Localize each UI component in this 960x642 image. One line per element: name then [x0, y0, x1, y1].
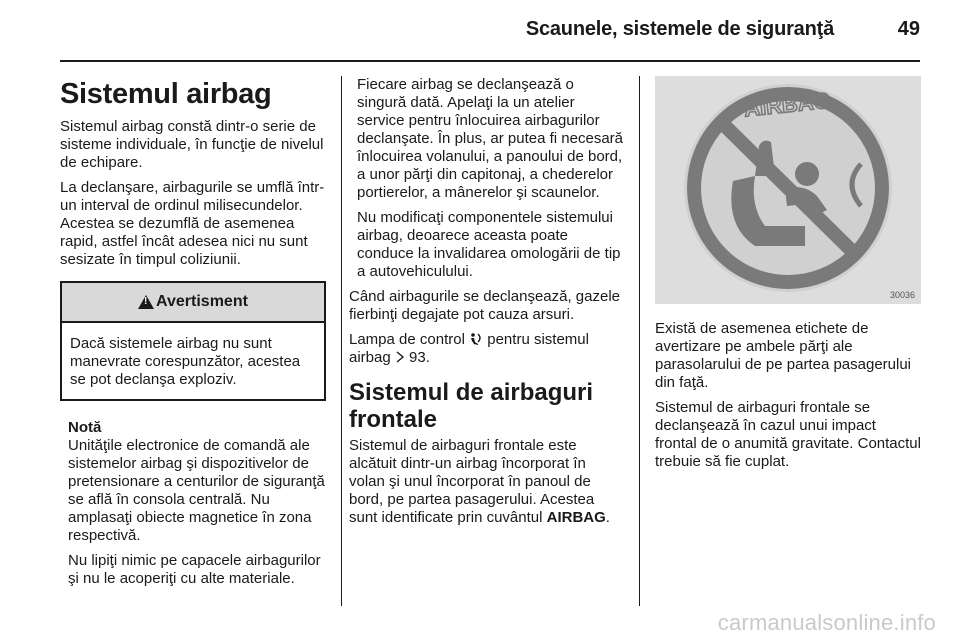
paragraph: Nu modificaţi componentele sistemului airbag, deoarece aceasta poate conduce la invalidarea omologării de tip a autovehiculului.	[357, 209, 621, 280]
airbag-warning-figure	[655, 76, 921, 304]
paragraph: Nu lipiţi nimic pe capacele airbagurilor şi nu le acoperiţi cu alte materiale.	[68, 552, 321, 587]
page-reference[interactable]: 93.	[409, 349, 430, 366]
column-divider-2	[639, 76, 640, 606]
paragraph	[349, 331, 625, 367]
text: Lampa de control	[349, 331, 465, 348]
paragraph: Sistemul de airbaguri frontale se declanşează în cazul unui impact frontal de o anumită gravitate. Contactul trebuie să fie cuplat.	[655, 399, 921, 470]
airbag-lamp-icon	[469, 332, 483, 346]
column-2	[349, 76, 625, 534]
warning-triangle-icon	[138, 295, 154, 309]
paragraph: Există de asemenea etichete de avertizare pe ambele părţi ale parasolarului de pe partea pasagerului din faţă.	[655, 320, 912, 391]
page-header	[60, 18, 920, 46]
paragraph: Unităţile electronice de comandă ale sistemelor airbag şi dispozitivelor de pretensionare a centurilor de siguranţă se află în consola centrală. Nu amplasaţi obiecte magnetice în zona respectivă.	[68, 437, 325, 544]
paragraph: La declanşare, airbagurile se umflă într-un interval de ordinul milisecundelor. Acestea se dezumflă de asemenea rapid, astfel încât adesea nici nu sunt sesizate în timpul coliziunii.	[60, 179, 325, 268]
page-number: 49	[897, 18, 920, 40]
no-child-seat-sign-icon	[655, 76, 921, 304]
header-title: Scaunele, sistemele de siguranţă	[525, 18, 834, 40]
paragraph	[349, 437, 625, 527]
paragraph: Fiecare airbag se declanşează o singură dată. Apelaţi la un atelier service pentru înlocuirea airbagurilor declanşate. În plus, ar putea fi necesară înlocuirea volanului, a panoului de bord, a unor părţi din capitonaj, a chederelor portierelor, a mânerelor şi scaunelor.	[357, 76, 624, 201]
text: .	[605, 509, 610, 526]
page-ref-arrow-icon	[395, 351, 405, 363]
warning-box	[60, 281, 326, 401]
column-1	[60, 76, 326, 595]
section-title: Sistemul de airbaguri frontale	[349, 379, 594, 433]
note-block	[68, 419, 326, 588]
figure-label: AIRBAG	[742, 87, 832, 122]
note-title: Notă	[68, 419, 102, 436]
header-rule	[60, 60, 920, 62]
figure-number: 30036	[889, 290, 915, 300]
text: Sistemul de airbaguri frontale este alcătuit dintr-un airbag încorporat în volan şi unul încorporat în panoul de bord, pe partea pasagerului. Acestea sunt identificate prin cuvântul	[349, 437, 595, 526]
paragraph: Când airbagurile se declanşează, gazele fierbinţi degajate pot cauza arsuri.	[349, 288, 621, 323]
column-3	[655, 76, 921, 478]
watermark: carmanualsonline.info	[717, 610, 936, 635]
warning-title: Avertisment	[156, 293, 248, 310]
text: pentru sistemul airbag	[349, 331, 589, 366]
column-divider-1	[341, 76, 342, 606]
warning-header	[62, 283, 324, 323]
airbag-label: AIRBAG	[546, 509, 606, 526]
warning-text: Dacă sistemele airbag nu sunt manevrate corespunzător, acestea se pot declanşa exploziv.	[70, 335, 301, 388]
section-title: Sistemul airbag	[60, 78, 272, 110]
paragraph: Sistemul airbag constă dintr-o serie de sisteme individuale, în funcţie de nivelul de echipare.	[60, 118, 324, 171]
